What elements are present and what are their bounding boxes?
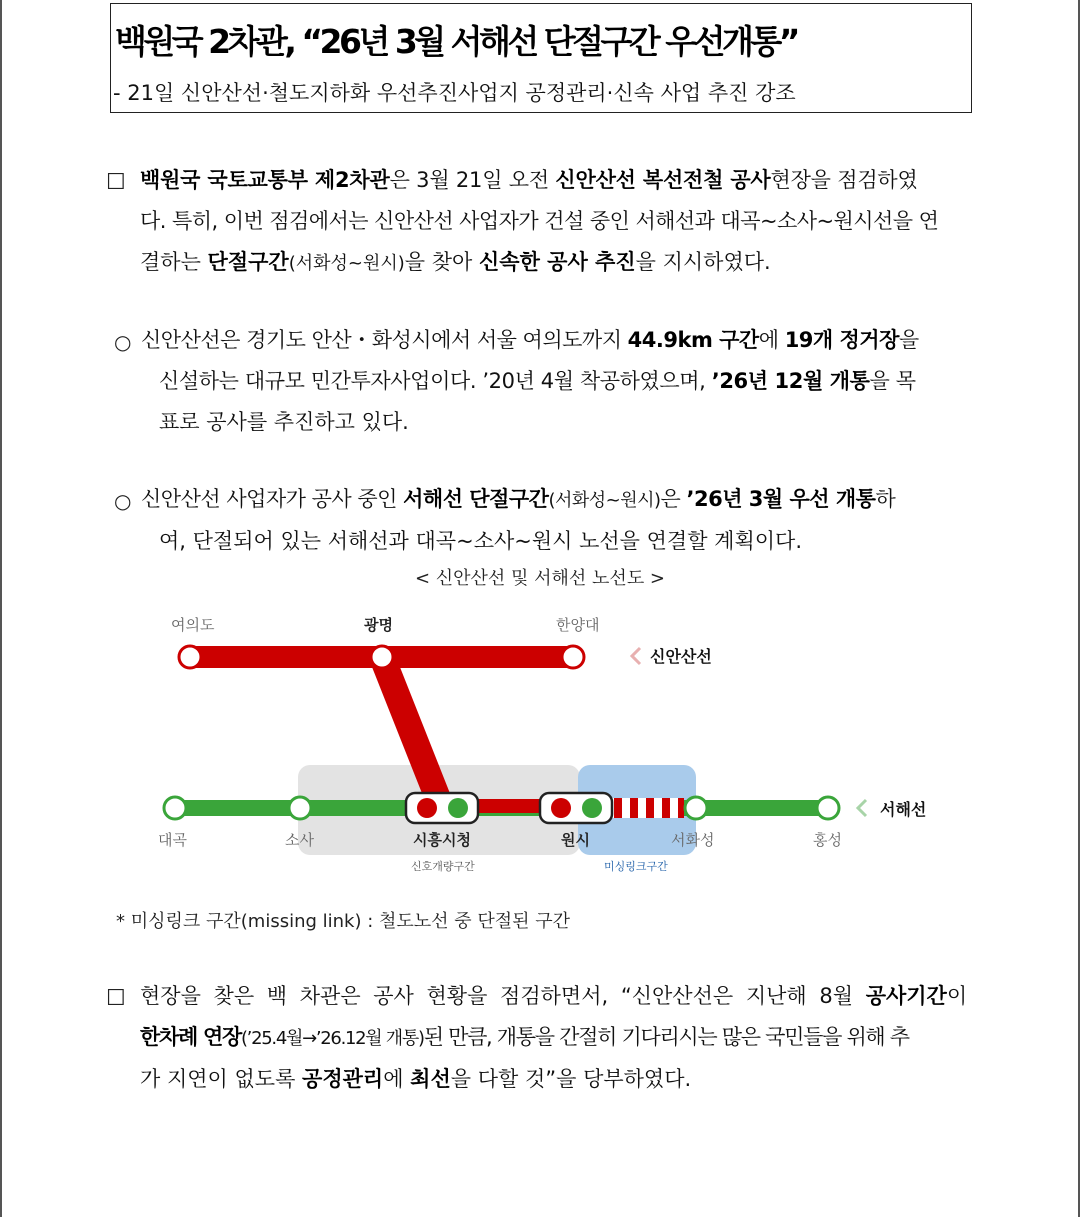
text-segment: (서화성~원시) <box>288 253 405 274</box>
text-segment: 된 만큼, 개통을 간절히 기다리시는 많은 국민들을 위해 추 <box>423 1025 909 1049</box>
bold-text: 백원국 국토교통부 제2차관 <box>140 168 390 192</box>
station-marker <box>371 646 393 668</box>
bold-text: 공정관리 <box>302 1067 384 1091</box>
bold-text: 최선 <box>410 1067 451 1091</box>
station-marker <box>289 797 311 819</box>
signal-upgrade-zone-label: 신호개량구간 <box>411 860 475 873</box>
text-line: 표로 공사를 추진하고 있다. <box>159 410 409 434</box>
station-marker <box>562 646 584 668</box>
paragraph-shinansan-overview <box>141 320 919 443</box>
text-segment: 신안산선은 경기도 안산・화성시에서 서울 여의도까지 <box>141 328 628 352</box>
square-bullet-icon: ☐ <box>106 170 126 195</box>
bold-text: 신안산선 복선전철 공사 <box>555 168 771 192</box>
circle-bullet-icon: ○ <box>114 489 132 513</box>
station-label: 광명 <box>364 616 393 634</box>
map-caption: < 신안산선 및 서해선 노선도 > <box>414 568 666 589</box>
text-segment: 을 지시하였다. <box>635 250 771 274</box>
chevron-left-icon <box>632 648 640 664</box>
station-marker <box>164 797 186 819</box>
square-bullet-icon: ☐ <box>106 986 126 1011</box>
text-segment: 에 <box>758 328 785 352</box>
text-segment: 이 <box>946 984 968 1008</box>
station-label: 소사 <box>285 831 314 849</box>
paragraph-inspection <box>140 160 938 284</box>
text-segment: 을 다할 것”을 당부하였다. <box>450 1067 692 1091</box>
text-segment: 을 목 <box>869 369 916 393</box>
station-label: 여의도 <box>171 616 215 634</box>
missing-link-footnote: * 미싱링크 구간(missing link) : 철도노선 중 단절된 구간 <box>116 911 571 932</box>
bold-text: 단절구간 <box>207 250 289 274</box>
paragraph-vice-minister-remarks <box>140 976 967 1100</box>
text-segment: 은 3월 21일 오전 <box>389 168 556 192</box>
bold-text: ’26년 3월 우선 개통 <box>686 487 876 511</box>
circle-bullet-icon: ○ <box>114 330 132 354</box>
bold-text: 신속한 공사 추진 <box>479 250 636 274</box>
transfer-station-wonsi <box>540 793 612 823</box>
text-segment: 현장을 점검하였 <box>770 168 918 192</box>
text-segment: 하 <box>875 487 896 511</box>
text-segment: 가 지연이 없도록 <box>140 1067 303 1091</box>
station-marker <box>685 797 707 819</box>
station-label: 서화성 <box>671 831 715 849</box>
station-label: 대곡 <box>158 831 187 849</box>
station-marker <box>817 797 839 819</box>
shinansan-line-label: 신안산선 <box>650 647 712 666</box>
text-line: 다. 특히, 이번 점검에서는 신안산선 사업자가 건설 중인 서해선과 대곡~소사~원시선을 연 <box>140 209 939 233</box>
page-title: 백원국 2차관, “26년 3월 서해선 단절구간 우선개통” <box>115 22 797 61</box>
text-segment: 신안산선 사업자가 공사 중인 <box>141 487 404 511</box>
chevron-left-icon <box>858 800 866 816</box>
missing-link-zone-label: 미싱링크구간 <box>604 860 668 873</box>
station-label: 원시 <box>561 831 590 849</box>
text-segment: 현장을 찾은 백 차관은 공사 현황을 점검하면서, “신안산선은 지난해 8월 <box>140 984 866 1008</box>
missing-link-stripes <box>612 798 684 818</box>
bold-text: 서해선 단절구간 <box>403 487 549 511</box>
title-box <box>110 3 972 113</box>
seohae-line-label: 서해선 <box>880 800 927 819</box>
paragraph-seohae-section <box>141 479 895 562</box>
bold-text: 44.9km 구간 <box>627 328 759 352</box>
bold-text: 공사기간 <box>865 984 947 1008</box>
station-label: 한양대 <box>556 616 600 634</box>
station-label: 홍성 <box>813 831 842 849</box>
text-segment: (’25.4월→’26.12월 개통) <box>240 1028 424 1049</box>
station-label: 시흥시청 <box>413 831 471 849</box>
bold-text: ’26년 12월 개통 <box>711 369 870 393</box>
text-segment: 에 <box>383 1067 411 1091</box>
text-segment: 신설하는 대규모 민간투자사업이다. ’20년 4월 착공하였으며, <box>159 369 712 393</box>
station-marker <box>179 646 201 668</box>
text-segment: 은 <box>660 487 687 511</box>
transfer-station-siheung <box>406 793 478 823</box>
text-line: 여, 단절되어 있는 서해선과 대곡~소사~원시 노선을 연결할 계획이다. <box>159 529 802 553</box>
route-map <box>0 600 1080 890</box>
page-subtitle: - 21일 신안산선·철도지하화 우선추진사업지 공정관리·신속 사업 추진 강조 <box>113 81 796 105</box>
bold-text: 19개 정거장 <box>784 328 899 352</box>
text-segment: 결하는 <box>140 250 208 274</box>
text-segment: (서화성~원시) <box>548 490 661 511</box>
text-segment: 을 <box>898 328 919 352</box>
bold-text: 한차례 연장 <box>140 1025 241 1049</box>
text-segment: 을 찾아 <box>404 250 479 274</box>
